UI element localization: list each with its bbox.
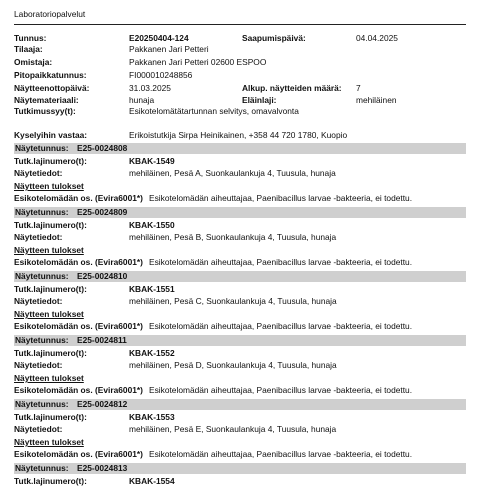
naytetiedot-label: Näytetiedot:: [14, 360, 63, 370]
naytteenotto-label: Näytteenottopäivä:: [14, 83, 90, 93]
report-header: [0, 0, 480, 8]
result-label: Esikotelomädän os. (Evira6001*): [14, 449, 143, 459]
sample-lajinumero-row: [14, 412, 466, 423]
tutk-lajinumero-label: Tutk.lajinumero(t):: [14, 348, 87, 358]
tutk-lajinumero-label: Tutk.lajinumero(t):: [14, 412, 87, 422]
tulokset-label: Näytteen tulokset: [14, 181, 84, 191]
materiaali-label: Näytemateriaali:: [14, 95, 79, 105]
result-value: Esikotelomädän aiheuttajaa, Paenibacillus larvae -bakteeria, ei todettu.: [149, 449, 413, 459]
omistaja-label: Omistaja:: [14, 57, 53, 67]
naytetunnus-label: Näytetunnus:: [15, 463, 69, 473]
sample-details-row: [14, 296, 466, 307]
naytetiedot-label: Näytetiedot:: [14, 296, 63, 306]
naytetiedot-value: mehiläinen, Pesä C, Suonkaulankuja 4, Tuusula, hunaja: [129, 296, 337, 306]
result-value: Esikotelomädän aiheuttajaa, Paenibacillus larvae -bakteeria, ei todettu.: [149, 321, 413, 331]
sample-header: [14, 399, 466, 410]
row-tilaaja: [14, 44, 466, 55]
naytetunnus-value: E25-0024808: [77, 143, 128, 153]
tutk-lajinumero-label: Tutk.lajinumero(t):: [14, 476, 87, 486]
sample-result-row: [14, 193, 466, 204]
sample-lajinumero-row: [14, 348, 466, 359]
result-value: Esikotelomädän aiheuttajaa, Paenibacillus larvae -bakteeria, ei todettu.: [149, 193, 413, 203]
sample-result-row: [14, 257, 466, 268]
naytetiedot-value: mehiläinen, Pesä D, Suonkaulankuja 4, Tuusula, hunaja: [129, 360, 337, 370]
kysely-label: Kyselyihin vastaa:: [14, 130, 88, 140]
result-label: Esikotelomädän os. (Evira6001*): [14, 193, 143, 203]
sample-details-row: [14, 232, 466, 243]
naytetiedot-value: mehiläinen, Pesä E, Suonkaulankuja 4, Tuusula, hunaja: [129, 424, 337, 434]
tilaaja-value: Pakkanen Jari Petteri: [129, 44, 209, 54]
pitopaikka-value: FI000010248856: [129, 70, 193, 80]
sample-results-heading: [14, 373, 466, 384]
tulokset-label: Näytteen tulokset: [14, 437, 84, 447]
naytetunnus-value: E25-0024811: [77, 335, 127, 345]
sample-results-heading: [14, 437, 466, 448]
elainlaji-value: mehiläinen: [356, 95, 397, 105]
naytetiedot-label: Näytetiedot:: [14, 168, 63, 178]
naytetunnus-value: E25-0024813: [77, 463, 128, 473]
sample-results-heading: [14, 309, 466, 320]
sample-header: [14, 463, 466, 474]
tunnus-value: E20250404-124: [129, 33, 189, 43]
kbak-value: KBAK-1550: [129, 220, 175, 230]
naytetunnus-label: Näytetunnus:: [15, 271, 69, 281]
row-syy: [14, 106, 466, 117]
naytetunnus-value: E25-0024812: [77, 399, 128, 409]
alkup-label: Alkup. näytteiden määrä:: [242, 83, 342, 93]
tutk-lajinumero-label: Tutk.lajinumero(t):: [14, 156, 87, 166]
sample-results-heading: [14, 245, 466, 256]
syy-value: Esikotelomätätartunnan selvitys, omavalvonta: [129, 106, 299, 116]
tilaaja-label: Tilaaja:: [14, 44, 43, 54]
sample-header: [14, 143, 466, 154]
row-omistaja: [14, 57, 466, 68]
department-name: Laboratoriopalvelut: [14, 9, 86, 19]
sample-results-heading: [14, 181, 466, 192]
row-pitopaikka: [14, 70, 466, 81]
sample-result-row: [14, 321, 466, 332]
sample-lajinumero-row: [14, 220, 466, 231]
sample-details-row: [14, 168, 466, 179]
result-value: Esikotelomädän aiheuttajaa, Paenibacillus larvae -bakteeria, ei todettu.: [149, 385, 413, 395]
kbak-value: KBAK-1549: [129, 156, 175, 166]
materiaali-value: hunaja: [129, 95, 155, 105]
sample-lajinumero-row: [14, 156, 466, 167]
kbak-value: KBAK-1552: [129, 348, 175, 358]
naytetunnus-value: E25-0024809: [77, 207, 128, 217]
sample-details-row: [14, 424, 466, 435]
naytetiedot-value: mehiläinen, Pesä B, Suonkaulankuja 4, Tuusula, hunaja: [129, 232, 337, 242]
alkup-value: 7: [356, 83, 361, 93]
pitopaikka-label: Pitopaikkatunnus:: [14, 70, 87, 80]
tutk-lajinumero-label: Tutk.lajinumero(t):: [14, 220, 87, 230]
naytteenotto-value: 31.03.2025: [129, 83, 171, 93]
saapumis-label: Saapumispäivä:: [242, 33, 306, 43]
sample-result-row: [14, 385, 466, 396]
row-naytteenotto: [14, 83, 466, 94]
tulokset-label: Näytteen tulokset: [14, 373, 84, 383]
sample-details-row: [14, 360, 466, 371]
tulokset-label: Näytteen tulokset: [14, 245, 84, 255]
sample-lajinumero-row: [14, 476, 466, 487]
row-tunnus: [14, 33, 466, 44]
tulokset-label: Näytteen tulokset: [14, 309, 84, 319]
result-label: Esikotelomädän os. (Evira6001*): [14, 385, 143, 395]
result-label: Esikotelomädän os. (Evira6001*): [14, 257, 143, 267]
sample-header: [14, 335, 466, 346]
naytetunnus-value: E25-0024810: [77, 271, 128, 281]
header-divider: [14, 24, 466, 25]
kbak-value: KBAK-1551: [129, 284, 175, 294]
kysely-value: Erikoistutkija Sirpa Heinikainen, +358 44 720 1780, Kuopio: [129, 130, 348, 140]
naytetiedot-value: mehiläinen, Pesä A, Suonkaulankuja 4, Tuusula, hunaja: [129, 168, 336, 178]
elainlaji-label: Eläinlaji:: [242, 95, 277, 105]
omistaja-value: Pakkanen Jari Petteri 02600 ESPOO: [129, 57, 267, 67]
naytetunnus-label: Näytetunnus:: [15, 335, 69, 345]
naytetunnus-label: Näytetunnus:: [15, 143, 69, 153]
naytetunnus-label: Näytetunnus:: [15, 207, 69, 217]
sample-result-row: [14, 449, 466, 460]
naytetunnus-label: Näytetunnus:: [15, 399, 69, 409]
row-kysely: [14, 130, 466, 141]
row-materiaali: [14, 95, 466, 106]
kbak-value: KBAK-1553: [129, 412, 175, 422]
naytetiedot-label: Näytetiedot:: [14, 424, 63, 434]
sample-lajinumero-row: [14, 284, 466, 295]
naytetiedot-label: Näytetiedot:: [14, 232, 63, 242]
sample-header: [14, 271, 466, 282]
saapumis-value: 04.04.2025: [356, 33, 398, 43]
result-label: Esikotelomädän os. (Evira6001*): [14, 321, 143, 331]
tunnus-label: Tunnus:: [14, 33, 47, 43]
result-value: Esikotelomädän aiheuttajaa, Paenibacillus larvae -bakteeria, ei todettu.: [149, 257, 413, 267]
kbak-value: KBAK-1554: [129, 476, 175, 486]
syy-label: Tutkimussyy(t):: [14, 106, 76, 116]
sample-header: [14, 207, 466, 218]
tutk-lajinumero-label: Tutk.lajinumero(t):: [14, 284, 87, 294]
